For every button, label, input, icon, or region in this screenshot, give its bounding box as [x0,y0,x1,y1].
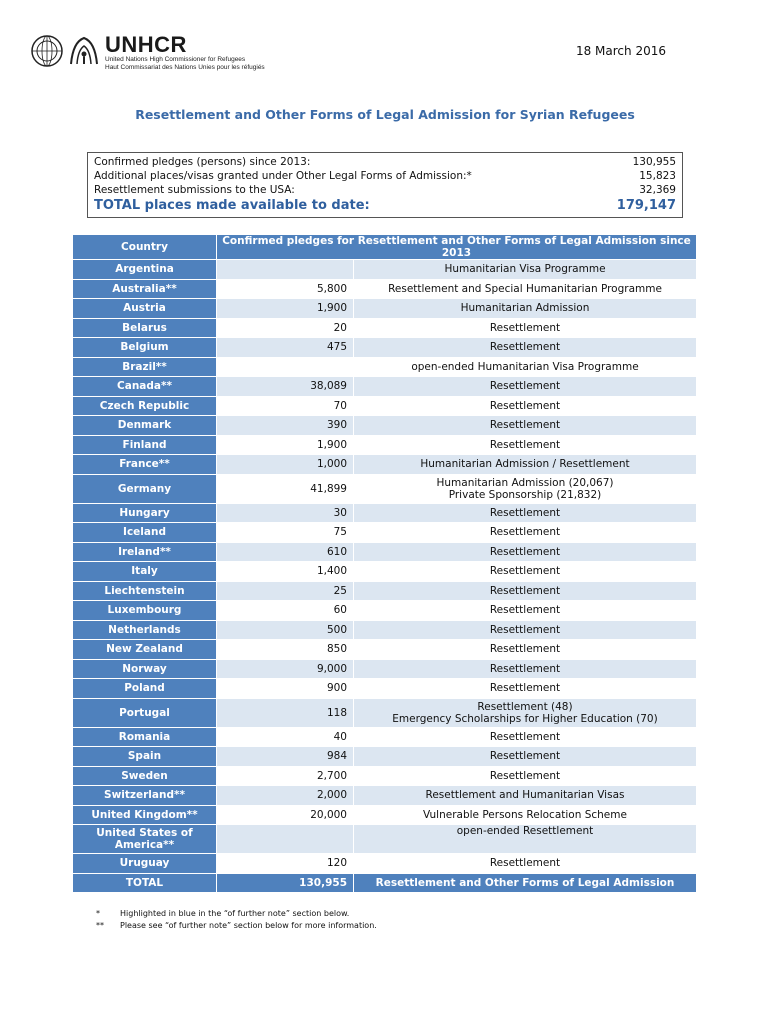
pledge-cell: 5,800 [217,279,354,299]
admission-type-line: Resettlement [489,623,561,636]
admission-type-line: Resettlement [489,438,561,451]
country-cell: United Kingdom** [73,805,217,825]
admission-type-line: Resettlement [489,419,561,432]
summary-value: 130,955 [632,156,676,168]
admission-type-cell [354,260,697,280]
pledge-cell: 1,900 [217,435,354,455]
country-cell: Luxembourg [73,601,217,621]
admission-type-cell [354,299,697,319]
table-row [73,786,697,806]
table-row [73,698,697,727]
pledge-cell: 850 [217,640,354,660]
table-row [73,435,697,455]
table-total-row [73,873,697,893]
country-cell: Netherlands [73,620,217,640]
admission-type-cell [354,562,697,582]
table-row [73,338,697,358]
table-row [73,854,697,874]
admission-type-cell [354,396,697,416]
admission-type-cell [354,679,697,699]
admission-type-line: Resettlement [489,341,561,354]
pledge-cell: 38,089 [217,377,354,397]
admission-type-cell [354,766,697,786]
pledge-cell: 30 [217,503,354,523]
summary-row [94,183,676,197]
table-row [73,620,697,640]
table-row [73,825,697,854]
summary-value: 32,369 [639,184,676,196]
admission-type-cell [354,805,697,825]
admission-type-line: Resettlement [489,857,561,870]
country-cell: Uruguay [73,854,217,874]
admission-type-line: Resettlement [489,545,561,558]
country-cell: Belgium [73,338,217,358]
country-cell: Canada** [73,377,217,397]
admission-type-cell [354,747,697,767]
admission-type-line: Resettlement [489,584,561,597]
admission-type-line: Resettlement and Humanitarian Visas [425,789,625,802]
unhcr-shelter-icon [67,34,101,68]
admission-type-line: Resettlement [489,565,561,578]
summary-total-value: 179,147 [616,198,676,213]
admission-type-cell [354,416,697,436]
document-title: Resettlement and Other Forms of Legal Admission for Syrian Refugees [135,107,635,122]
table-row [73,299,697,319]
pledge-cell: 20,000 [217,805,354,825]
summary-total-row [94,197,676,214]
table-row [73,542,697,562]
pledge-cell: 60 [217,601,354,621]
table-row [73,727,697,747]
admission-type-line: Resettlement [489,769,561,782]
footnote-mark: * [96,909,100,918]
table-row [73,455,697,475]
summary-box [87,152,683,218]
admission-type-line: Humanitarian Admission / Resettlement [420,458,630,471]
table-row [73,416,697,436]
country-cell: Italy [73,562,217,582]
summary-label: Resettlement submissions to the USA: [94,184,295,196]
pledge-cell: 40 [217,727,354,747]
admission-type-cell [354,455,697,475]
pledge-cell: 41,899 [217,474,354,503]
admission-type-cell [354,435,697,455]
admission-type-line: Resettlement [489,730,561,743]
country-cell: Switzerland** [73,786,217,806]
pledge-cell [217,260,354,280]
table-row [73,474,697,503]
table-body [73,260,697,893]
table-row [73,357,697,377]
country-cell: Belarus [73,318,217,338]
admission-type-cell [354,474,697,503]
table-row [73,640,697,660]
pledge-cell [217,357,354,377]
pledge-cell: 75 [217,523,354,543]
footnote [96,908,377,920]
summary-total-label: TOTAL places made available to date: [94,198,370,213]
country-cell: Czech Republic [73,396,217,416]
admission-type-line: open-ended Resettlement [456,825,594,837]
country-cell: Sweden [73,766,217,786]
country-cell: Iceland [73,523,217,543]
admission-type-line: Resettlement [489,321,561,334]
country-cell: Norway [73,659,217,679]
summary-label: Additional places/visas granted under Other Legal Forms of Admission:* [94,170,472,182]
pledge-cell: 500 [217,620,354,640]
column-header-country: Country [73,235,217,260]
admission-type-line: Emergency Scholarships for Higher Education (70) [392,712,658,725]
pledge-cell: 1,400 [217,562,354,582]
admission-type-line: Resettlement [489,662,561,675]
table-row [73,523,697,543]
table-row [73,396,697,416]
country-cell: Liechtenstein [73,581,217,601]
table-row [73,318,697,338]
table-row [73,377,697,397]
summary-row [94,155,676,169]
table-row [73,260,697,280]
country-cell: France** [73,455,217,475]
admission-type-line: Humanitarian Visa Programme [444,263,606,276]
country-cell: Austria [73,299,217,319]
admission-type-cell [354,377,697,397]
pledge-cell: 20 [217,318,354,338]
pledge-cell: 120 [217,854,354,874]
country-cell: Finland [73,435,217,455]
pledge-cell: 1,000 [217,455,354,475]
table-row [73,747,697,767]
footnotes [96,908,377,932]
summary-row [94,169,676,183]
admission-type-cell [354,581,697,601]
pledge-cell: 900 [217,679,354,699]
admission-type-cell [354,542,697,562]
table-row [73,659,697,679]
country-cell: Australia** [73,279,217,299]
admission-type-line: Resettlement (48) [477,700,573,713]
admission-type-cell [354,786,697,806]
admission-type-cell [354,357,697,377]
table-row [73,601,697,621]
admission-type-line: Resettlement [489,682,561,695]
pledge-cell: 118 [217,698,354,727]
country-cell: Brazil** [73,357,217,377]
admission-type-line: Resettlement [489,506,561,519]
admission-type-line: Resettlement [489,526,561,539]
admission-type-cell [354,279,697,299]
admission-type-line: Humanitarian Admission [460,302,590,315]
country-cell: United States of America** [73,825,217,854]
table-row [73,503,697,523]
table-row [73,766,697,786]
admission-type-line: Resettlement and Special Humanitarian Programme [388,282,662,295]
table-row [73,581,697,601]
country-cell: New Zealand [73,640,217,660]
country-cell: Hungary [73,503,217,523]
table-header-row [73,235,697,260]
pledge-cell: 475 [217,338,354,358]
org-subtitle-fr: Haut Commissariat des Nations Unies pour les réfugiés [105,63,265,71]
footnote-mark: ** [96,921,104,930]
admission-type-cell [354,503,697,523]
pledge-cell: 984 [217,747,354,767]
footnote [96,920,377,932]
page-header [30,34,742,74]
country-cell: Poland [73,679,217,699]
un-emblem-icon [30,34,64,68]
pledge-cell: 9,000 [217,659,354,679]
admission-type-cell [354,698,697,727]
total-country-cell: TOTAL [73,873,217,893]
admission-type-line: Private Sponsorship (21,832) [448,488,602,501]
pledges-table [72,234,697,893]
column-header-pledges: Confirmed pledges for Resettlement and Other Forms of Legal Admission since 2013 [217,235,697,260]
footnote-text: Highlighted in blue in the “of further note” section below. [120,909,350,918]
admission-type-cell [354,601,697,621]
total-pledge-cell: 130,955 [217,873,354,893]
admission-type-cell [354,825,697,854]
table-row [73,805,697,825]
org-subtitle-en: United Nations High Commissioner for Refugees [105,56,246,63]
admission-type-cell [354,640,697,660]
pledge-cell: 2,000 [217,786,354,806]
pledge-cell: 610 [217,542,354,562]
admission-type-line: open-ended Humanitarian Visa Programme [411,360,639,373]
table-row [73,679,697,699]
country-cell: Germany [73,474,217,503]
country-cell: Spain [73,747,217,767]
admission-type-cell [354,620,697,640]
country-cell: Denmark [73,416,217,436]
pledge-cell: 70 [217,396,354,416]
admission-type-line: Resettlement [489,399,561,412]
summary-value: 15,823 [639,170,676,182]
footnote-text: Please see “of further note” section below for more information. [120,921,377,930]
country-cell: Portugal [73,698,217,727]
table-row [73,279,697,299]
admission-type-cell [354,523,697,543]
admission-type-line: Resettlement [489,750,561,763]
admission-type-cell [354,338,697,358]
admission-type-line: Resettlement [489,604,561,617]
summary-label: Confirmed pledges (persons) since 2013: [94,156,311,168]
country-cell: Ireland** [73,542,217,562]
pledge-cell: 25 [217,581,354,601]
admission-type-line: Resettlement [489,643,561,656]
org-name: UNHCR [105,32,187,57]
admission-type-cell [354,318,697,338]
document-date: 18 March 2016 [575,44,666,58]
pledge-cell: 2,700 [217,766,354,786]
table-row [73,562,697,582]
admission-type-cell [354,854,697,874]
unhcr-logo [30,34,265,71]
country-cell: Romania [73,727,217,747]
total-type-cell: Resettlement and Other Forms of Legal Admission [354,873,697,893]
admission-type-line: Vulnerable Persons Relocation Scheme [423,808,627,821]
admission-type-cell [354,727,697,747]
admission-type-cell [354,659,697,679]
pledge-cell [217,825,354,854]
pledge-cell: 1,900 [217,299,354,319]
admission-type-line: Resettlement [489,380,561,393]
country-cell: Argentina [73,260,217,280]
pledge-cell: 390 [217,416,354,436]
admission-type-line: Humanitarian Admission (20,067) [436,476,614,489]
